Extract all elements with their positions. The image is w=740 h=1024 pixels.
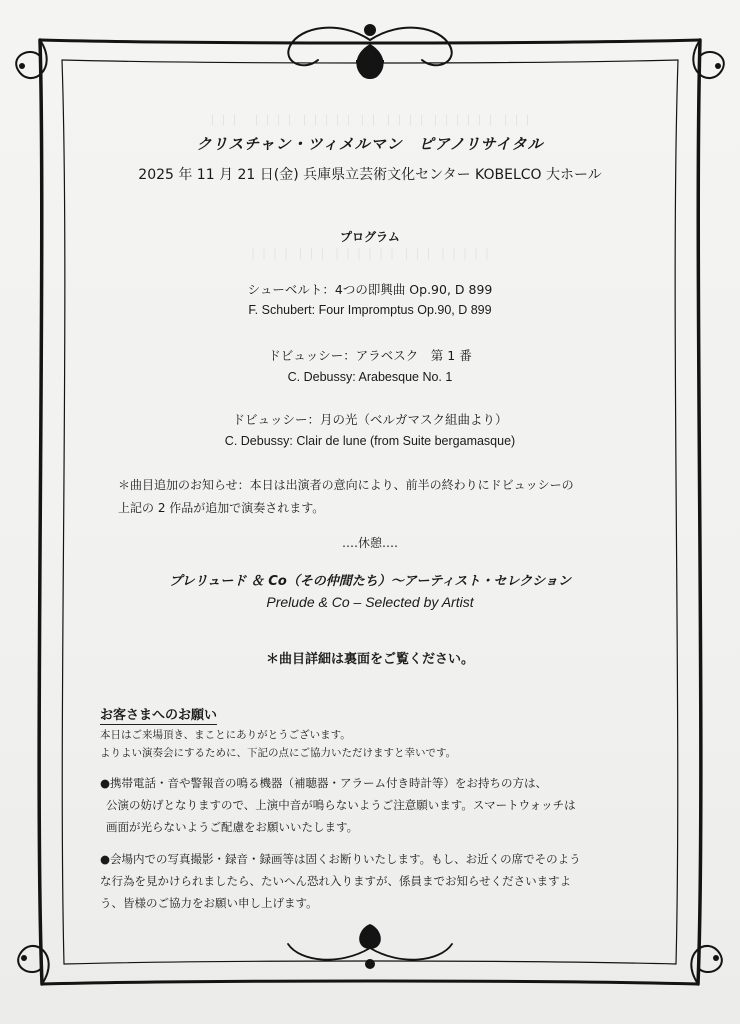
work-3-japanese: ドビュッシー：月の光（ベルガマスク組曲より） <box>232 412 508 427</box>
feature-title-english: Prelude & Co – Selected by Artist <box>266 594 474 610</box>
phone-notice-line-2: 公演の妨げとなりますので、上演中音が鳴らないようご注意願います。スマートウォッチは <box>106 798 576 812</box>
program-heading: プログラム <box>340 230 400 244</box>
phone-notice-line-3: 画面が光らないようご配慮をお願いいたします。 <box>106 820 359 834</box>
reverse-show-through: ｜｜｜ ｜｜｜｜ ｜｜｜｜｜ ｜｜ ｜｜｜｜ ｜｜｜｜｜｜ ｜｜｜ <box>207 114 533 127</box>
work-3-english: C. Debussy: Clair de lune (from Suite bergamasque) <box>224 434 516 448</box>
date-venue: 2025 年 11 月 21 日(金) 兵庫県立芸術文化センター KOBELCO 大ホール <box>138 167 602 183</box>
audience-intro-line-2: よりよい演奏会にするために、下記の点にご協力いただけますと幸いです。 <box>100 747 457 759</box>
details-on-reverse-note: ＊曲目詳細は裏面をご覧ください。 <box>265 652 474 667</box>
recording-notice-line-3: う、皆様のご協力をお願い申し上げます。 <box>100 896 318 910</box>
reverse-show-through: ｜｜｜｜ ｜｜｜ ｜｜｜｜｜｜ ｜｜｜ ｜｜｜｜｜ <box>247 248 493 261</box>
phone-notice <box>100 772 645 838</box>
work-2-english: C. Debussy: Arabesque No. 1 <box>287 370 453 384</box>
phone-notice-line-1: ●携帯電話・音や警報音の鳴る機器（補聴器・アラーム付き時計等）をお持ちの方は、 <box>100 776 548 790</box>
recording-notice <box>100 848 645 914</box>
recording-notice-line-1: ●会場内での写真撮影・録音・録画等は固くお断りいたします。もし、お近くの席でそのよう <box>100 852 581 866</box>
audience-intro-line-1: 本日はご来場頂き、まことにありがとうございます。 <box>100 729 351 741</box>
recording-notice-line-2: な行為を見かけられましたら、たいへん恐れ入りますが、係員までお知らせくださいますよ <box>100 874 572 888</box>
addition-notice-line-1: ＊曲目追加のお知らせ：本日は出演者の意向により、前半の終わりにドビュッシーの <box>118 478 574 492</box>
work-2-japanese: ドビュッシー：アラベスク 第 1 番 <box>268 348 472 363</box>
work-1-japanese: シューベルト：4つの即興曲 Op.90, D 899 <box>247 282 493 297</box>
addition-notice-line-2: 上記の 2 作品が追加で演奏されます。 <box>118 501 325 515</box>
audience-request-heading: お客さまへのお願い <box>100 704 217 725</box>
work-1-english: F. Schubert: Four Impromptus Op.90, D 899 <box>248 303 492 317</box>
intermission: ‥‥休憩‥‥ <box>341 536 399 550</box>
feature-title-japanese: プレリュード ＆ Co（その仲間たち）～アーティスト・セレクション <box>169 574 571 589</box>
addition-notice <box>118 474 638 520</box>
concert-title: クリスチャン・ツィメルマン ピアノリサイタル <box>196 135 544 153</box>
